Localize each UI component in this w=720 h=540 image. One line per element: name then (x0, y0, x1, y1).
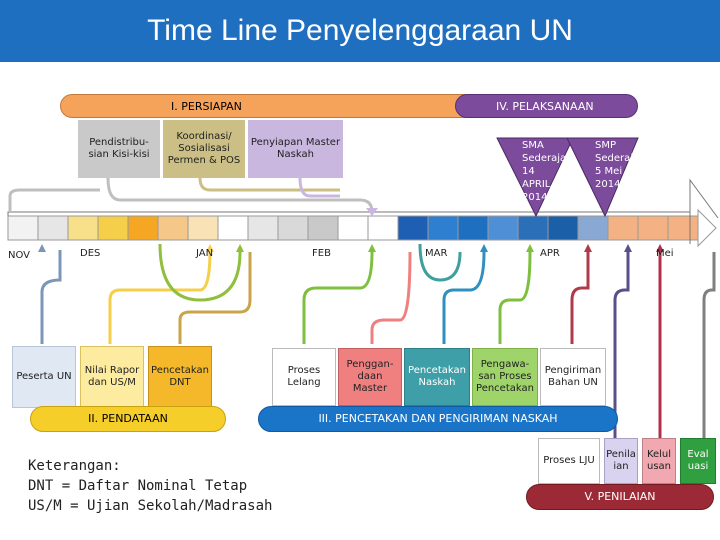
segment-des-3 (128, 216, 158, 240)
segment-feb-1 (248, 216, 278, 240)
segment-apr-3 (578, 216, 608, 240)
marker-smp-label: SMP Sederajat 5 Mei 2014 (595, 140, 644, 190)
segment-nov-2 (38, 216, 68, 240)
segment-mar-1 (398, 216, 428, 240)
connector-evaluasi (704, 252, 714, 438)
month-apr: APR (540, 248, 560, 259)
connector-persiapan-left (10, 190, 100, 212)
arrow-jan (236, 244, 244, 252)
segment-feb-5 (368, 216, 398, 240)
segment-des-1 (68, 216, 98, 240)
month-mei: Mei (656, 248, 674, 259)
pencetakan-item-pengiriman: Pengiriman Bahan UN (540, 348, 606, 406)
month-nov: NOV (8, 250, 31, 261)
arrow-penilaian (624, 244, 632, 252)
timeline-arrow-head (698, 210, 716, 246)
segment-nov-1 (8, 216, 38, 240)
connector-pengawasan (500, 252, 530, 344)
phase-persiapan-label: I. PERSIAPAN (171, 100, 242, 113)
segment-des-2 (98, 216, 128, 240)
month-jan: JAN (196, 248, 214, 259)
segment-apr-1 (518, 216, 548, 240)
segment-mei-3 (668, 216, 698, 240)
penilaian-item-kelulusan: Kelul usan (642, 438, 676, 484)
phase-pelaksanaan-label: IV. PELAKSANAAN (496, 100, 594, 113)
segment-mei-1 (608, 216, 638, 240)
segment-mar-4 (488, 216, 518, 240)
segment-jan-2 (188, 216, 218, 240)
phase-pencetakan (258, 406, 618, 432)
phase-pendataan-label: II. PENDATAAN (88, 412, 168, 425)
phase-penilaian-label: V. PENILAIAN (584, 490, 656, 503)
arrow-lelang (368, 244, 376, 252)
pendataan-item-dnt: Pencetakan DNT (148, 346, 212, 408)
segment-jan-3 (218, 216, 248, 240)
segment-mar-3 (458, 216, 488, 240)
connector-penggandaan (372, 252, 410, 344)
marker-sma-label: SMA Sederajat 14 APRIL 2014 (522, 140, 571, 203)
arrow-pengiriman (584, 244, 592, 252)
persiapan-item-master: Penyiapan Master Naskah (248, 120, 343, 178)
pendataan-item-rapor: Nilai Rapor dan US/M (80, 346, 144, 408)
segment-feb-4 (338, 216, 368, 240)
pencetakan-item-penggandaan: Penggan-daan Master (338, 348, 402, 406)
segment-apr-2 (548, 216, 578, 240)
note-usm: US/M = Ujian Sekolah/Madrasah (28, 498, 273, 514)
pencetakan-item-naskah: Pencetakan Naskah (404, 348, 470, 406)
connector-pengiriman (572, 252, 588, 344)
connector-rapor (110, 250, 210, 344)
segment-mar-2 (428, 216, 458, 240)
connector-penilaian (615, 252, 628, 438)
persiapan-item-koordinasi: Koordinasi/ Sosialisasi Permen & POS (163, 120, 245, 178)
connector-naskah (444, 252, 484, 344)
arrow-naskah (480, 244, 488, 252)
phase-pendataan (30, 406, 226, 432)
connector-master (300, 178, 340, 196)
month-des: DES (80, 248, 101, 259)
phase-penilaian (526, 484, 714, 510)
page-title: Time Line Penyelenggaraan UN (0, 0, 720, 62)
segment-feb-2 (278, 216, 308, 240)
notes-block (28, 456, 328, 516)
pencetakan-item-pengawasan: Pengawa-san Proses Pencetakan (472, 348, 538, 406)
penilaian-item-evaluasi: Eval uasi (680, 438, 716, 484)
month-feb: FEB (312, 248, 331, 259)
arrow-pengawasan (526, 244, 534, 252)
connector-peserta (42, 250, 60, 344)
connector-lelang (304, 252, 372, 344)
segment-mei-2 (638, 216, 668, 240)
penilaian-item-lju: Proses LJU (538, 438, 600, 484)
note-heading: Keterangan: (28, 458, 121, 474)
connector-koordinasi (200, 178, 340, 190)
pendataan-item-peserta: Peserta UN (12, 346, 76, 408)
penilaian-item-penilaian: Penila ian (604, 438, 638, 484)
month-mar: MAR (425, 248, 448, 259)
persiapan-item-kisi: Pendistribu-sian Kisi-kisi (78, 120, 160, 178)
phase-pencetakan-label: III. PENCETAKAN DAN PENGIRIMAN NASKAH (318, 412, 558, 425)
segment-feb-3 (308, 216, 338, 240)
pencetakan-item-lelang: Proses Lelang (272, 348, 336, 406)
arrow-peserta (38, 244, 46, 252)
note-dnt: DNT = Daftar Nominal Tetap (28, 478, 248, 494)
segment-jan-1 (158, 216, 188, 240)
